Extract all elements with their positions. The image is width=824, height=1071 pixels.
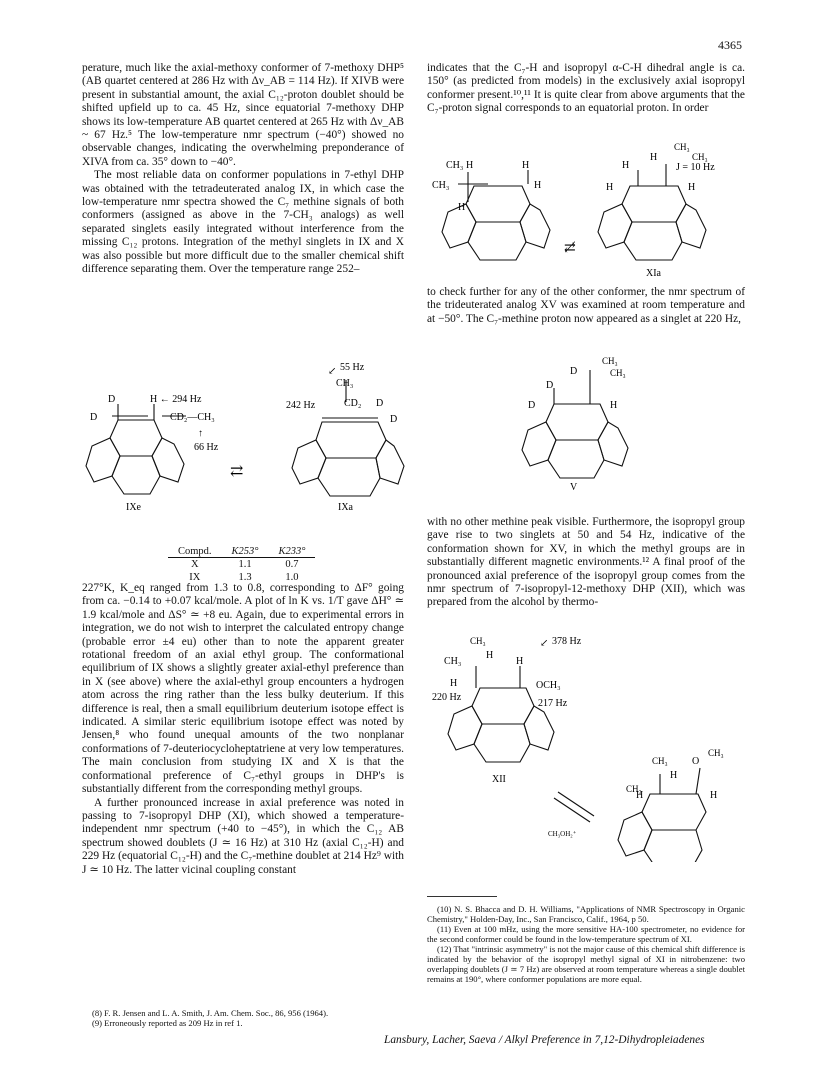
label-ch3: CH₃ xyxy=(470,636,486,646)
label-cd2: CD₂ xyxy=(344,398,362,409)
label-o: O xyxy=(692,756,700,767)
label-h: H xyxy=(486,650,494,661)
equilibrium-table xyxy=(168,546,315,584)
paragraph: The most reliable data on conformer populations in 7-ethyl DHP was obtained with the tetradeuterated analog IX, in which case the low-temperature nmr spectra showed the C₇ methine signals of both conformers (assigned as above in the 7-CH₃ analogs) as well separated singlets easily integrated without interference from the missing C₁₂ protons. Integration of the methyl singlets in IX and X was also possible but more difficult due to the smaller chemical shift difference separating them. Over the temperature range 252– xyxy=(82,169,404,276)
label-ixe: IXe xyxy=(126,502,141,513)
label-ch3: CH₃ xyxy=(708,748,724,758)
footnotes-right xyxy=(427,904,745,984)
label-och3: OCH₃ xyxy=(536,680,561,691)
column-header: Compd. xyxy=(168,546,222,558)
footnote: (10) N. S. Bhacca and D. H. Williams, "Applications of NMR Spectroscopy in Organic Chemistry," Holden-Day, Inc., San Francisco, Calif., 1964, p 50. xyxy=(427,904,745,924)
label-d: D xyxy=(90,412,98,423)
equilibrium-arrows: ⇄ xyxy=(230,463,244,480)
table-cell: 0.7 xyxy=(285,559,299,570)
label-h: H xyxy=(458,202,466,213)
label-h: H xyxy=(688,182,696,193)
label-220hz: 220 Hz xyxy=(432,692,462,703)
footnote: (8) F. R. Jensen and L. A. Smith, J. Am. Chem. Soc., 86, 956 (1964). xyxy=(92,1008,329,1018)
label-h: H xyxy=(650,152,658,163)
label-h: H xyxy=(670,770,678,781)
table-cell: 1.1 xyxy=(238,559,252,570)
footnote: (12) That "intrinsic asymmetry" is not the major cause of this chemical shift difference is indicated by the behavior of the isopropyl methyl signal of XI in nitrobenzene: two overlapping doublets (J ≃ 7 Hz) are observed at room temperature whereas a single doublet remains at 190°, where conformer populations are more equal. xyxy=(427,944,745,984)
label-h: H xyxy=(534,180,542,191)
label-h: H xyxy=(710,790,718,801)
paragraph: 227°K, K_eq ranged from 1.3 to 0.8, corresponding to ΔF° going from ca. −0.14 to +0.07 kcal/mole. A plot of ln K vs. 1/T gave ΔH° ≃ 1.9 kcal/mole and ΔS° ≃ +8 eu. Again, due to experimental errors in integration, we do not wish to interpret the calculated entropy change (probable error ±4 eu) other than to note the apparent greater rotational freedom of an axial ethyl group. The conformational equilibrium of IX shows a slightly greater axial-ethyl preference than in X (see above) where the axial-ethyl group encounters a hydrogen atom across the ring rather than the less bulky deuterium. If this difference is real, then a small equilibrium deuterium isotope effect is indicated. A similar steric equilibrium isotope effect was noted by Jensen,⁸ who found unequal amounts of the two nonplanar conformations of 7-deuteriocycloheptatriene at very low temperatures. The main conclusion from studying IX and X is that the conformational preference of C₇-ethyl groups in DHP's is substantially different from the corresponding methyl groups. xyxy=(82,582,404,796)
label-ch3: CH₃ xyxy=(446,160,464,171)
page-number: 4365 xyxy=(718,38,742,52)
table-header-row xyxy=(168,546,315,558)
label-d: D xyxy=(546,380,554,391)
label-ch3: CH₃ xyxy=(674,142,690,152)
footnote: (11) Even at 100 mHz, using the more sensitive HA-100 spectrometer, no evidence for the second conformer could be found in the low-temperature spectrum of XI. xyxy=(427,924,745,944)
label-242hz: 242 Hz xyxy=(286,400,316,411)
figure-v xyxy=(520,352,670,492)
paragraph: perature, much like the axial-methoxy conformer of 7-methoxy DHP⁵ (AB quartet centered at 286 Hz with Δν_AB = 114 Hz). If XIVB were present in substantial amount, the axial C₁₂-proton doublet should be shifted upfield up to ca. 45 Hz, since equatorial 7-methoxy DHP shows its low-temperature AB quartet centered at 265 Hz with Δν_AB ~ 67 Hz.⁵ The low-temperature nmr spectrum (−40°) showed no observable changes, indicating the overwhelming preponderance of XIVA from ca. 35° down to −40°. xyxy=(82,62,404,168)
label-378hz: 378 Hz xyxy=(552,636,582,647)
reagent-label: CH₃OH₂⁺ xyxy=(548,830,577,838)
label-66hz: 66 Hz xyxy=(194,442,219,453)
label-ch3: CH₃ xyxy=(610,368,626,378)
table-cell: IX xyxy=(189,572,201,583)
paragraph: A further pronounced increase in axial preference was noted in passing to 7-isopropyl DHP (XI), which showed a temperature-independent nmr spectrum (+40 to −45°), in which the C₁₂ AB spectrum showed doublets (J ≃ 16 Hz) at 310 Hz (axial C₁₂-H) and 229 Hz (equatorial C₁₂-H) and the C₇-methine doublet at 214 Hz⁹ with J ≃ 10 Hz. The latter vicinal coupling constant xyxy=(82,796,404,876)
label-h: H xyxy=(622,160,630,171)
arrow-55: ↙ xyxy=(328,366,337,377)
label-h: H xyxy=(610,400,618,411)
footnote: (9) Erroneously reported as 209 Hz in ref 1. xyxy=(92,1018,243,1028)
column-header: K253° xyxy=(222,546,269,558)
arrow-up: ↑ xyxy=(198,428,203,439)
label-h294: H ← 294 Hz xyxy=(150,394,202,405)
label-55hz: 55 Hz xyxy=(340,362,365,373)
right-column-bottom xyxy=(427,516,745,610)
label-v: V xyxy=(570,482,578,492)
footnotes-left xyxy=(82,1008,404,1028)
label-217hz: 217 Hz xyxy=(538,698,568,709)
blocked-equilibrium: ⇄̸ xyxy=(564,241,576,256)
table-cell: 1.3 xyxy=(238,572,252,583)
arrow-378: ↙ xyxy=(540,638,549,649)
figure-ix-equilibrium xyxy=(82,358,412,518)
footnote-divider xyxy=(427,896,497,897)
label-xii: XII xyxy=(492,774,506,785)
table-row xyxy=(168,558,315,572)
label-cd2-ch3: CD₂—CH₃ xyxy=(170,412,215,423)
paragraph: to check further for any of the other conformer, the nmr spectrum of the trideuterated analog XV was examined at room temperature and at −50°. The C₇-methine proton now appeared as a singlet at 220 Hz, xyxy=(427,286,745,325)
label-ch3: CH₃ xyxy=(602,356,618,366)
label-h: H xyxy=(606,182,614,193)
label-d: D xyxy=(390,414,398,425)
label-d: D xyxy=(376,398,384,409)
label-d: D xyxy=(570,366,578,377)
right-column-mid xyxy=(427,286,745,326)
label-ch3: CH₃ xyxy=(432,180,450,191)
figure-xia xyxy=(430,140,740,280)
label-d: D xyxy=(528,400,536,411)
label-d: D xyxy=(108,394,116,405)
label-ixa: IXa xyxy=(338,502,353,513)
label-h: H xyxy=(516,656,524,667)
label-ch3: CH₃ xyxy=(626,784,642,794)
label-ch3: CH₃ xyxy=(336,378,354,389)
label-h: H xyxy=(466,160,474,171)
right-column-top xyxy=(427,62,745,116)
label-ch3: CH₃ xyxy=(692,152,708,162)
label-h: H xyxy=(636,790,644,801)
left-column-top xyxy=(82,62,404,277)
label-ch3: CH₃ xyxy=(652,756,668,766)
paragraph: indicates that the C₇-H and isopropyl α-C-H dihedral angle is ca. 150° (as predicted from models) in the exclusively axial isopropyl conformer present.¹⁰,¹¹ It is quite clear from above arguments that the C₇-proton signal corresponds to an equatorial proton. In order xyxy=(427,62,745,115)
column-header: K233° xyxy=(269,546,316,558)
label-ch3: CH₃ xyxy=(444,656,462,667)
running-footer: Lansbury, Lacher, Saeva / Alkyl Preference in 7,12-Dihydropleiadenes xyxy=(384,1034,705,1046)
table-cell: 1.0 xyxy=(285,572,299,583)
figure-xii xyxy=(430,636,740,862)
table-cell: X xyxy=(190,559,199,570)
left-column-bottom xyxy=(82,582,404,877)
label-h: H xyxy=(522,160,530,171)
paragraph: with no other methine peak visible. Furthermore, the isopropyl group gave rise to two singlets at 50 and 54 Hz, indicative of the conformation shown for XV, in which the methyl groups are in substantially different magnetic environments.¹² A final proof of the pronounced axial preference of the isopropyl group comes from the nmr spectrum of 7-isopropyl-12-methoxy DHP (XII), which was prepared from the alcohol by thermo- xyxy=(427,516,745,609)
label-h: H xyxy=(450,678,458,689)
label-xia: XIa xyxy=(646,268,661,279)
label-j: J = 10 Hz xyxy=(676,162,715,173)
